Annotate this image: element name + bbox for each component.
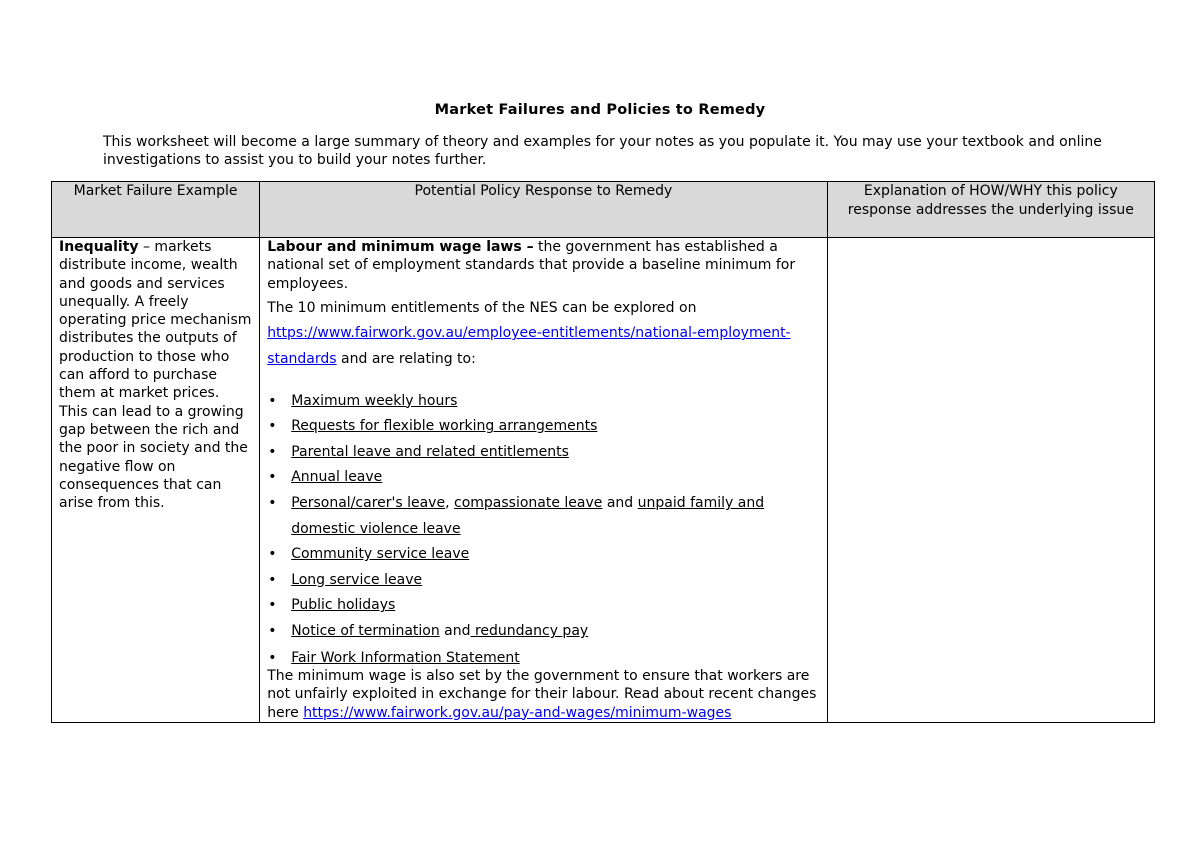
nes-intro: The 10 minimum entitlements of the NES can be explored on (267, 299, 697, 316)
bullet-icon: • (268, 443, 277, 460)
bullet-icon: • (268, 546, 277, 563)
nes-paragraph (267, 296, 820, 373)
worksheet-table (51, 181, 1155, 723)
entitlement-link[interactable]: Personal/carer's leave (291, 495, 446, 512)
separator-text: , (445, 495, 454, 512)
separator-text: and (439, 623, 471, 640)
bullet-icon: • (268, 623, 277, 640)
bullet-icon: • (268, 649, 277, 666)
policy-cell (260, 238, 828, 723)
bullet-icon: • (268, 495, 277, 512)
entitlement-link[interactable]: Requests for flexible working arrangements (291, 418, 598, 435)
bullet-icon: • (268, 418, 277, 435)
policy-intro (267, 238, 820, 293)
list-item (267, 389, 820, 415)
entitlements-list (267, 389, 820, 667)
table-header-row (52, 182, 1155, 238)
list-item (267, 568, 820, 594)
nes-after: and are relating to: (336, 351, 476, 368)
entitlement-link[interactable]: Parental leave and related entitlements (291, 443, 569, 460)
entitlement-link[interactable]: Public holidays (291, 597, 396, 614)
entitlement-link[interactable]: compassionate leave (454, 495, 603, 512)
header-policy-response: Potential Policy Response to Remedy (260, 182, 828, 238)
separator-text: and (602, 495, 638, 512)
min-wage-paragraph (267, 667, 820, 722)
bullet-icon: • (268, 597, 277, 614)
header-explanation: Explanation of HOW/WHY this policy response addresses the underlying issue (827, 182, 1154, 238)
intro-paragraph: This worksheet will become a large summary of theory and examples for your notes as you populate it. You may use your textbook and online investigations to assist you to build your notes further. (103, 134, 1102, 168)
failure-cell (52, 238, 260, 723)
spacer (267, 373, 820, 389)
bullet-icon: • (268, 571, 277, 588)
min-wage-text: The minimum wage is also set by the government to ensure that workers are not unfairly exploited in exchange for their labour. Read about recent changes here (267, 667, 817, 721)
list-item (267, 593, 820, 619)
bullet-icon: • (268, 469, 277, 486)
policy-heading-text: the government has established a national set of employment standards that provide a baseline minimum for employees. (267, 239, 796, 292)
min-wage-link[interactable]: https://www.fairwork.gov.au/pay-and-wages/minimum-wages (303, 704, 732, 721)
list-item (267, 465, 820, 491)
list-item (267, 645, 820, 667)
list-item (267, 542, 820, 568)
table-row (52, 238, 1155, 723)
list-item (267, 440, 820, 466)
policy-heading: Labour and minimum wage laws – (267, 239, 534, 255)
entitlement-link[interactable]: Notice of termination (291, 623, 440, 640)
entitlement-link[interactable]: unpaid family and domestic violence leave (291, 495, 765, 537)
page-title: Market Failures and Policies to Remedy (434, 102, 766, 118)
entitlement-link[interactable]: Maximum weekly hours (291, 392, 458, 409)
list-item (267, 414, 820, 440)
nes-link[interactable]: https://www.fairwork.gov.au/employee-entitlements/national-employment-standards (267, 325, 791, 368)
header-market-failure: Market Failure Example (52, 182, 260, 238)
failure-description: – markets distribute income, wealth and goods and services unequally. A freely operating price mechanism distributes the outputs of production to those who can afford to purchase them at market prices. This can lead to a growing gap between the rich and the poor in society and the negative flow on consequences that can arise from this. (59, 239, 252, 512)
entitlement-link[interactable]: redundancy pay (470, 623, 589, 640)
bullet-icon: • (268, 392, 277, 409)
entitlement-link[interactable]: Community service leave (291, 546, 470, 563)
explanation-cell[interactable] (827, 238, 1154, 723)
entitlement-link[interactable]: Long service leave (291, 571, 423, 588)
failure-term: Inequality (59, 239, 139, 255)
list-item (267, 491, 820, 542)
entitlement-link[interactable]: Annual leave (291, 469, 383, 486)
failure-text (59, 238, 252, 512)
list-item (267, 619, 820, 645)
entitlement-link[interactable]: Fair Work Information Statement (291, 649, 520, 666)
